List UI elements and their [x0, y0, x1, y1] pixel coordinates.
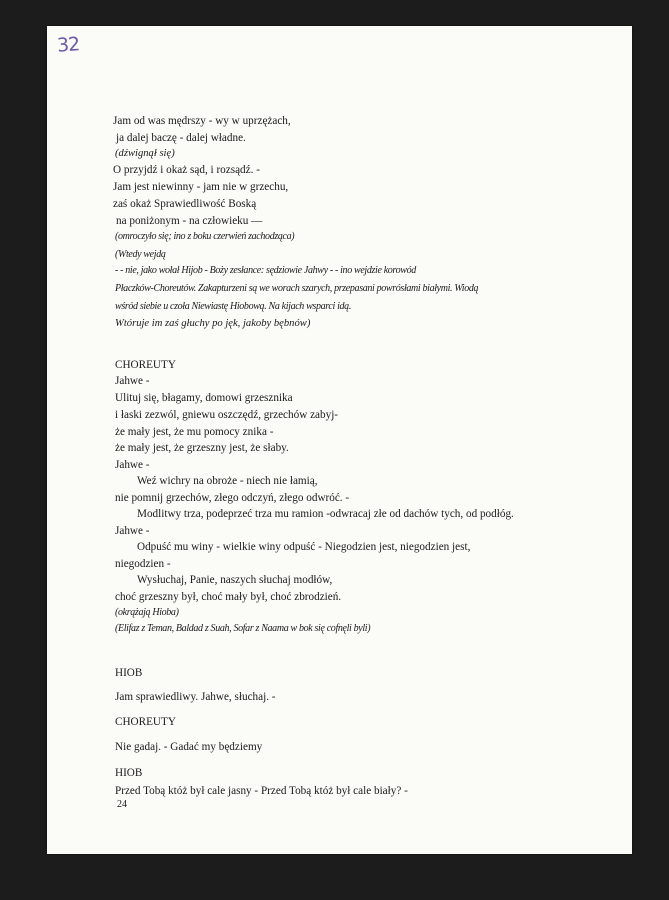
stage-direction: wśród siebie u czoła Niewiastę Hiobową. Na kijach wsparci idą.: [115, 301, 351, 312]
verse-line: Przed Tobą któż był cale jasny - Przed Tobą któż był cale biały? -: [115, 785, 408, 797]
verse-line: Jahwe -: [115, 525, 150, 537]
verse-line: Jam od was mędrszy - wy w uprzężach,: [113, 115, 291, 127]
verse-line: Jahwe -: [115, 459, 150, 471]
stage-direction: - - nie, jako wołał Hijob - Boży zesłance: sędziowie Jahwy - - ino wejdzie korowód: [115, 265, 416, 276]
verse-line: i łaski zezwól, gniewu oszczędź, grzechów zabyj-: [115, 409, 339, 421]
verse-line: O przyjdź i okaż sąd, i rozsądź. -: [113, 164, 260, 176]
verse-line: że mały jest, że mu pomocy znika -: [115, 426, 274, 438]
stage-direction: (omroczyło się; ino z boku czerwień zachodząca): [115, 231, 295, 242]
verse-line: choć grzeszny był, choć mały był, choć zbrodzień.: [115, 591, 342, 603]
verse-line: Ulituj się, błagamy, domowi grzesznika: [115, 392, 293, 404]
verse-line: Jam jest niewinny - jam nie w grzechu,: [113, 181, 289, 193]
verse-line: Jahwe -: [115, 375, 150, 387]
speaker-name: HIOB: [115, 667, 143, 679]
verse-line: nie pomnij grzechów, złego odczyń, złego odwróć. -: [115, 492, 350, 504]
verse-line: Nie gadaj. - Gadać my będziemy: [115, 741, 263, 753]
verse-line: niegodzien -: [115, 558, 171, 570]
stage-direction: Wtóruje im zaś głuchy po jęk, jakoby bębnów): [115, 318, 311, 329]
speaker-name: CHOREUTY: [115, 359, 176, 371]
page-number: 24: [117, 799, 127, 810]
verse-line: Wysłuchaj, Panie, naszych słuchaj modłów,: [137, 574, 333, 586]
verse-line: że mały jest, że grzeszny jest, że słaby.: [115, 442, 289, 454]
stage-direction: (Elifaz z Teman, Baldad z Suah, Sofar z Naama w bok się cofnęli byli): [115, 623, 371, 634]
handwritten-page-number: 32: [56, 33, 80, 57]
verse-line: Odpuść mu winy - wielkie winy odpuść - Niegodzien jest, niegodzien jest,: [137, 541, 471, 553]
stage-direction: (Wtedy wejdą: [115, 249, 166, 260]
speaker-name: HIOB: [115, 767, 143, 779]
verse-line: zaś okaż Sprawiedliwość Boską: [113, 198, 257, 210]
stage-direction: (dźwignął się): [115, 148, 175, 159]
verse-line: Modlitwy trza, podeprzeć trza mu ramion -odwracaj złe od dachów tych, od podłóg.: [137, 508, 514, 520]
speaker-name: CHOREUTY: [115, 716, 176, 728]
verse-line: na poniżonym - na człowieku —: [116, 215, 263, 227]
stage-direction: Płaczków-Choreutów. Zakapturzeni są we worach szarych, przepasani powrósłami białymi. Wiodą: [115, 283, 479, 294]
document-page: [47, 26, 632, 854]
verse-line: Weź wichry na obroże - niech nie łamią,: [137, 475, 318, 487]
verse-line: ja dalej baczę - dalej władne.: [116, 132, 246, 144]
stage-direction: (okrążają Hioba): [115, 607, 179, 618]
verse-line: Jam sprawiedliwy. Jahwe, słuchaj. -: [115, 691, 276, 703]
